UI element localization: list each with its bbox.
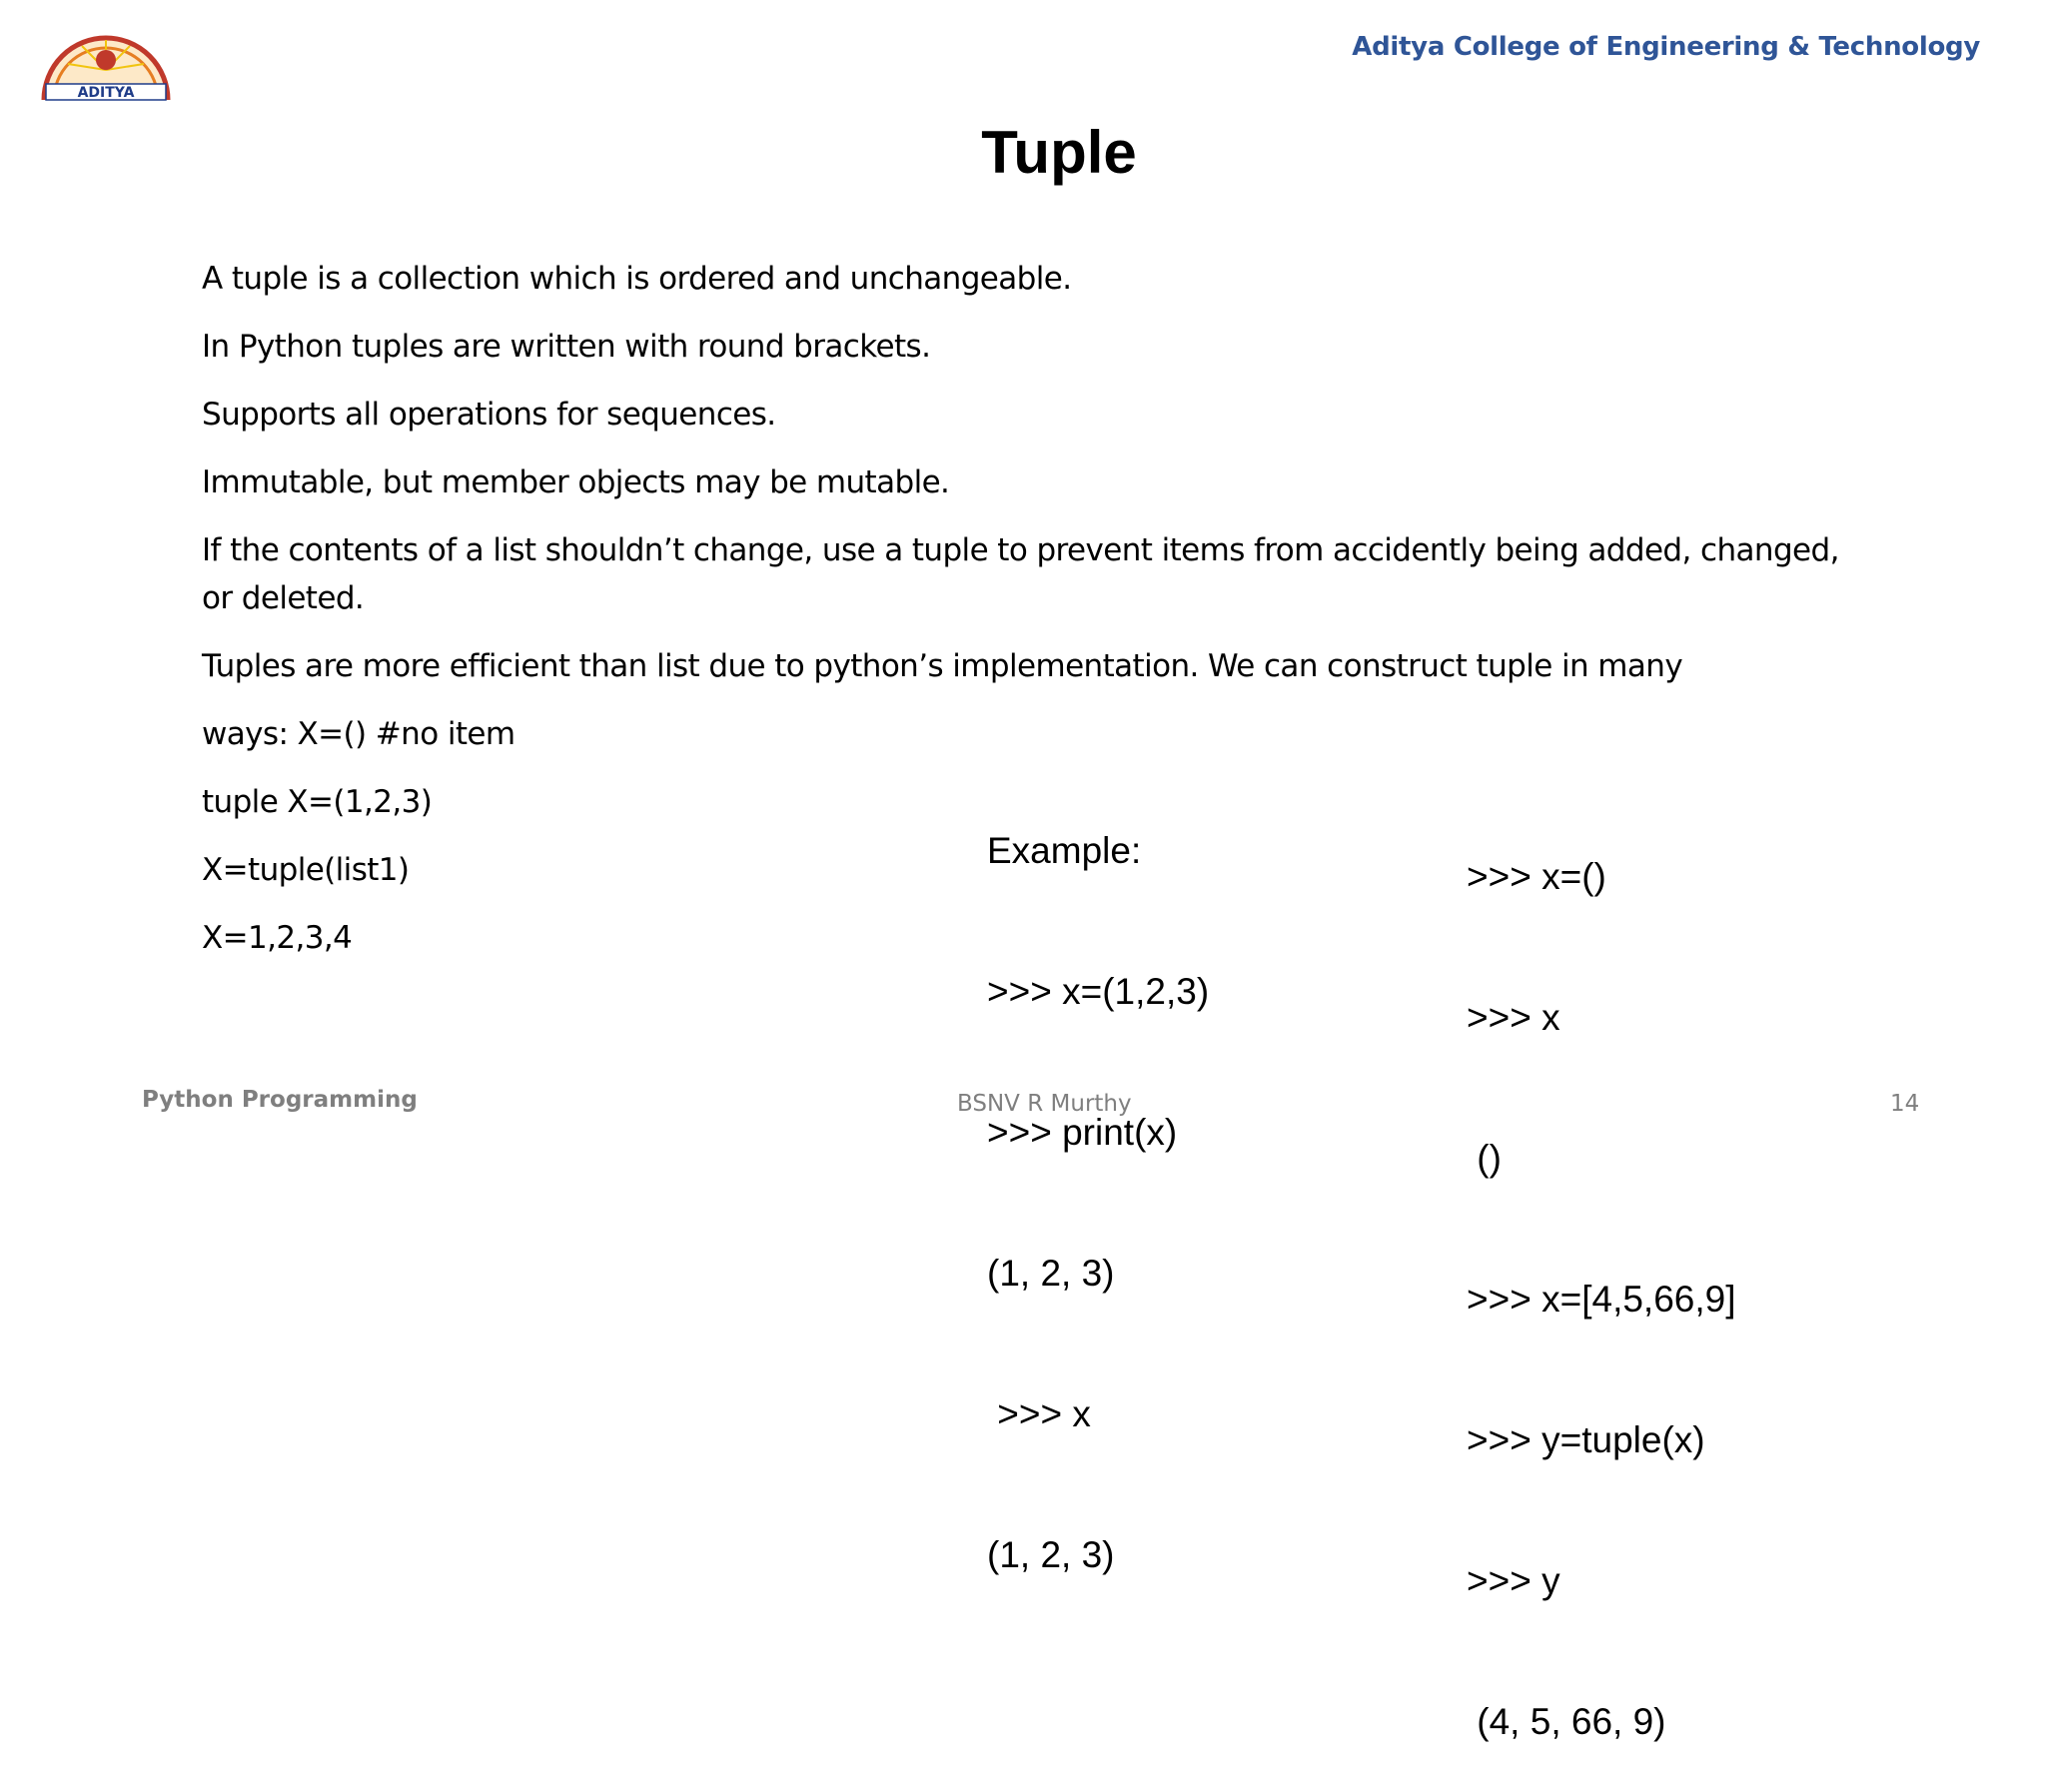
example-right (1467, 759, 1736, 1792)
college-logo (38, 20, 174, 104)
college-name: Aditya College of Engineering & Technology (1352, 32, 1980, 62)
body-line: Supports all operations for sequences. (202, 397, 776, 433)
code-line: >>> y=tuple(x) (1467, 1419, 1705, 1460)
slide-title: Tuple (981, 119, 1137, 186)
body-line: If the contents of a list shouldn’t change, use a tuple to prevent items from accidently being added, changed, (202, 532, 1839, 568)
footer-course: Python Programming (142, 1087, 418, 1113)
body-line: or deleted. (202, 580, 365, 616)
code-line: () (1467, 1138, 1502, 1179)
code-line: >>> x (1467, 997, 1560, 1038)
page-number: 14 (1890, 1091, 1920, 1117)
body-line: X=tuple(list1) (202, 852, 410, 888)
body-line: Tuples are more efficient than list due to python’s implementation. We can construct tuple in many (202, 648, 1683, 684)
code-line: >>> print(x) (987, 1112, 1178, 1153)
code-line: (1, 2, 3) (987, 1534, 1115, 1575)
body-line: In Python tuples are written with round brackets. (202, 329, 931, 365)
body-line: ways: X=() #no item (202, 716, 515, 752)
code-line: >>> x=(1,2,3) (987, 971, 1210, 1012)
body-line: tuple X=(1,2,3) (202, 784, 433, 820)
code-line: (4, 5, 66, 9) (1467, 1701, 1666, 1742)
body-line: A tuple is a collection which is ordered and unchangeable. (202, 261, 1072, 297)
code-line: Example: (987, 830, 1142, 871)
code-line: >>> x=[4,5,66,9] (1467, 1279, 1736, 1320)
body-line: Immutable, but member objects may be mutable. (202, 464, 950, 500)
logo-text: ADITYA (77, 85, 135, 101)
body-line: X=1,2,3,4 (202, 920, 353, 956)
footer-author: BSNV R Murthy (957, 1091, 1132, 1117)
example-left (987, 733, 1209, 1625)
code-line: >>> x (987, 1393, 1091, 1434)
code-line: >>> x=() (1467, 856, 1606, 897)
code-line: (1, 2, 3) (987, 1253, 1115, 1294)
code-line: >>> y (1467, 1560, 1560, 1601)
